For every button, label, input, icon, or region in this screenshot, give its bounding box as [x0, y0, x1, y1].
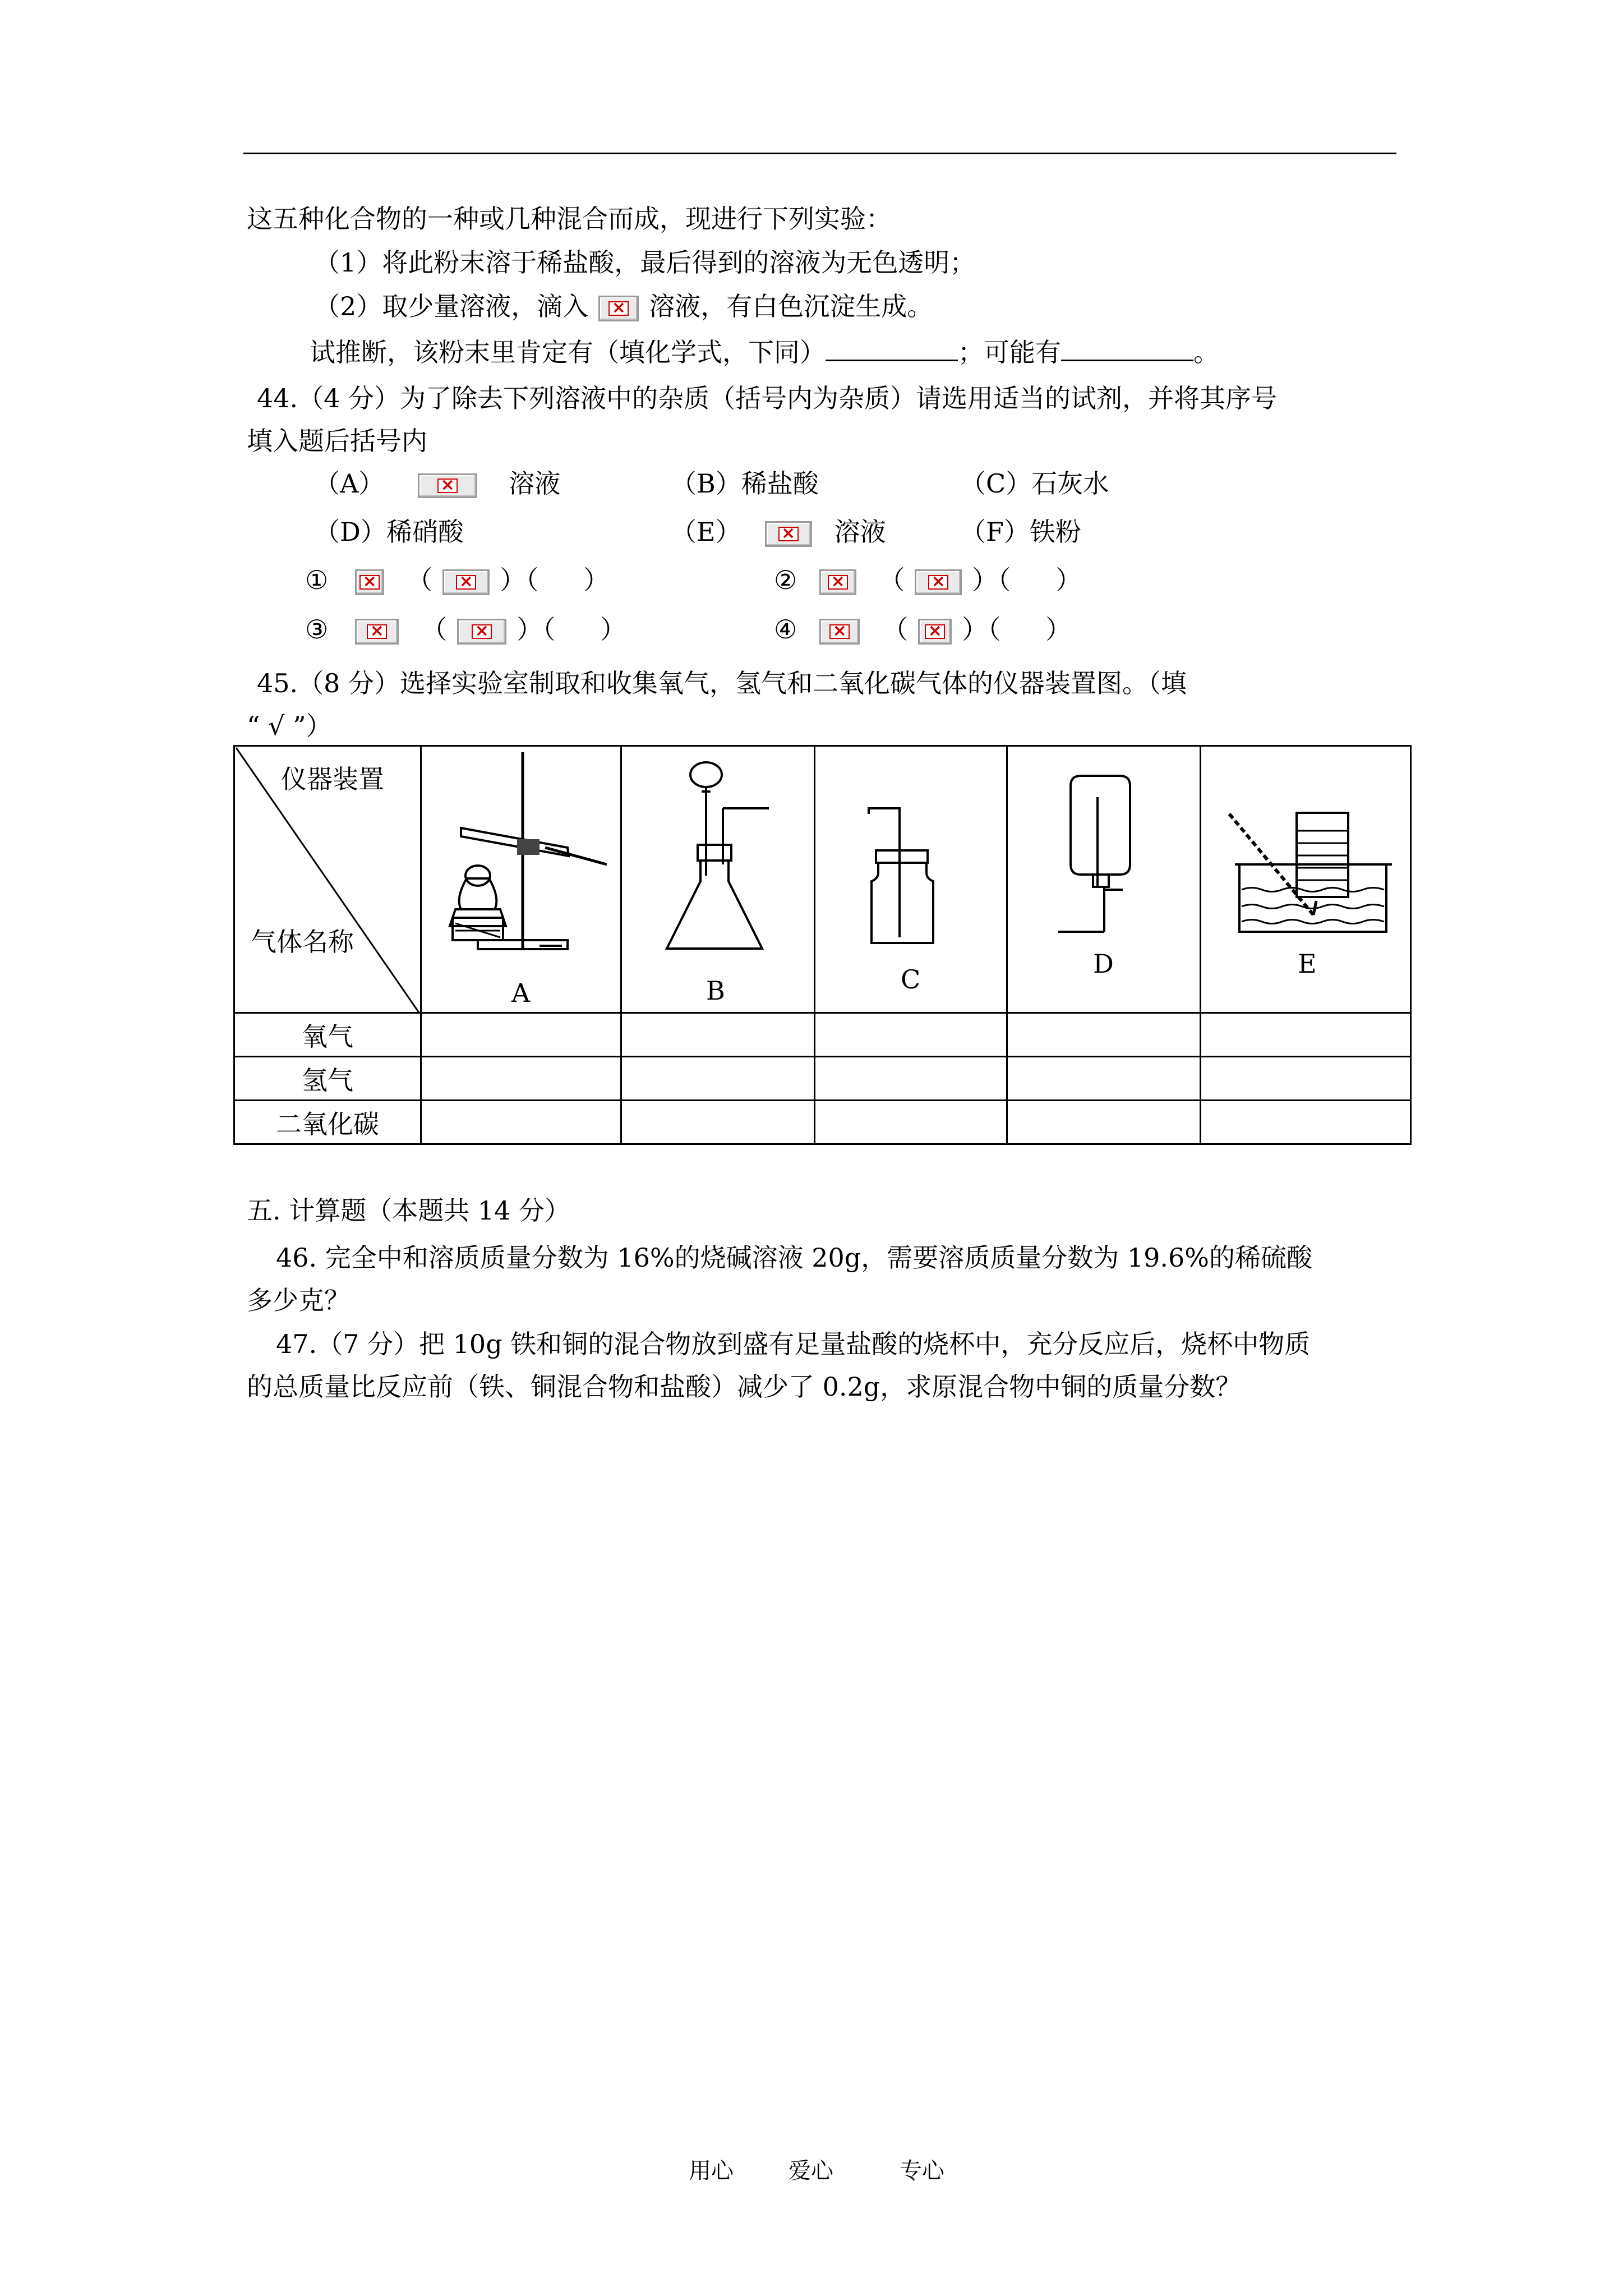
- answer-cell[interactable]: [621, 1013, 815, 1057]
- q47-text: 47.（7 分）把 10g 铁和铜的混合物放到盛有足量盐酸的烧杯中，充分反应后，烧杯中物质: [276, 1329, 1311, 1359]
- experiment-step-1: （1）将此粉末溶于稀盐酸，最后得到的溶液为无色透明；: [314, 247, 976, 278]
- apparatus-c-cell: [815, 746, 1007, 1013]
- q44-item-4: ④× （× ）（ ）: [774, 613, 1071, 646]
- answer-cell[interactable]: [421, 1101, 621, 1144]
- apparatus-b-cell: [621, 746, 815, 1013]
- apparatus-e-cell: [1201, 746, 1411, 1013]
- q45-prompt-cont: “ √ ”）: [247, 711, 332, 741]
- answer-cell[interactable]: [1201, 1013, 1411, 1057]
- broken-image-icon: [355, 619, 399, 645]
- answer-cell[interactable]: [815, 1057, 1007, 1101]
- answer-cell[interactable]: [1201, 1057, 1411, 1101]
- apparatus-b-diagram: [622, 747, 814, 1014]
- q44-prompt-cont: 填入题后括号内: [247, 426, 427, 456]
- answer-blank-definite[interactable]: [826, 337, 958, 361]
- q44-option-e: （E）× 溶液: [671, 515, 886, 549]
- answer-cell[interactable]: [421, 1057, 621, 1101]
- answer-cell[interactable]: [621, 1101, 815, 1144]
- answer-blank-possible[interactable]: [1061, 337, 1193, 361]
- apparatus-table: [233, 745, 1412, 1145]
- q44-item-3: ③× （× ）（ ）: [305, 613, 626, 646]
- broken-image-icon: [918, 619, 952, 645]
- broken-image-icon: [457, 619, 506, 645]
- table-row-carbon-dioxide: [234, 1101, 1411, 1144]
- answer-cell[interactable]: [815, 1101, 1007, 1144]
- apparatus-a-cell: [421, 746, 621, 1013]
- q44-option-d: （D）稀硝酸: [314, 517, 464, 547]
- broken-image-icon: [819, 569, 856, 595]
- answer-cell[interactable]: [815, 1013, 1007, 1057]
- broken-image-icon: [355, 569, 384, 595]
- apparatus-d-cell: [1007, 746, 1201, 1013]
- gas-name-hydrogen: 氢气: [234, 1057, 421, 1101]
- gas-name-oxygen: 氧气: [234, 1013, 421, 1057]
- inference-line: 试推断，该粉末里肯定有（填化学式，下同） ；可能有 。: [310, 337, 1219, 367]
- q46-text-cont: 多少克？: [247, 1285, 350, 1315]
- apparatus-a-diagram: [422, 747, 620, 1014]
- header-apparatus: 仪器装置: [281, 764, 384, 794]
- q44-item-2: ②× （× ）（ ）: [774, 563, 1081, 597]
- q44-option-f: （F）铁粉: [960, 517, 1081, 547]
- answer-cell[interactable]: [1007, 1013, 1201, 1057]
- answer-cell[interactable]: [1007, 1057, 1201, 1101]
- apparatus-label-c: C: [901, 964, 921, 995]
- broken-image-icon: [819, 619, 860, 645]
- answer-cell[interactable]: [421, 1013, 621, 1057]
- answer-cell[interactable]: [1007, 1101, 1201, 1144]
- broken-image-icon: [765, 521, 812, 547]
- q44-item-1: ①× （× ）（ ）: [305, 563, 609, 597]
- q44-option-c: （C）石灰水: [960, 468, 1109, 499]
- broken-image-icon: [598, 296, 639, 321]
- header-rule: [243, 153, 1396, 154]
- footer-item: 专心: [900, 2158, 944, 2184]
- intro-line: 这五种化合物的一种或几种混合而成，现进行下列实验：: [247, 204, 892, 234]
- q46-text: 46. 完全中和溶质质量分数为 16%的烧碱溶液 20g，需要溶质质量分数为 19.6%的稀硫酸: [276, 1243, 1312, 1273]
- gas-name-carbon-dioxide: 二氧化碳: [234, 1101, 421, 1144]
- table-row-hydrogen: [234, 1057, 1411, 1101]
- table-corner-header: [234, 746, 421, 1013]
- footer-item: 用心: [689, 2158, 734, 2184]
- table-row-oxygen: [234, 1013, 1411, 1057]
- apparatus-label-d: D: [1093, 949, 1114, 979]
- header-gas-name: 气体名称: [251, 927, 354, 957]
- apparatus-header-row: [234, 746, 1411, 1013]
- broken-image-icon: [442, 569, 490, 595]
- apparatus-label-b: B: [706, 976, 725, 1006]
- experiment-step-2: （2）取少量溶液，滴入× 溶液，有白色沉淀生成。: [314, 289, 933, 323]
- q47-text-cont: 的总质量比反应前（铁、铜混合物和盐酸）减少了 0.2g，求原混合物中铜的质量分数？: [247, 1372, 1242, 1402]
- answer-cell[interactable]: [621, 1057, 815, 1101]
- q44-option-b: （B）稀盐酸: [671, 468, 819, 499]
- footer-item: 爱心: [789, 2158, 833, 2184]
- broken-image-icon: [915, 569, 962, 595]
- q45-prompt: 45.（8 分）选择实验室制取和收集氧气，氢气和二氧化碳气体的仪器装置图。（填: [257, 668, 1187, 698]
- apparatus-label-a: A: [511, 978, 531, 1008]
- answer-cell[interactable]: [1201, 1101, 1411, 1144]
- section-5-title: 五. 计算题（本题共 14 分）: [247, 1195, 571, 1226]
- broken-image-icon: [418, 473, 477, 498]
- q44-option-a: （A）× 溶液: [314, 467, 560, 500]
- apparatus-label-e: E: [1298, 949, 1317, 979]
- q44-prompt: 44.（4 分）为了除去下列溶液中的杂质（括号内为杂质）请选用适当的试剂，并将其序号: [257, 383, 1278, 413]
